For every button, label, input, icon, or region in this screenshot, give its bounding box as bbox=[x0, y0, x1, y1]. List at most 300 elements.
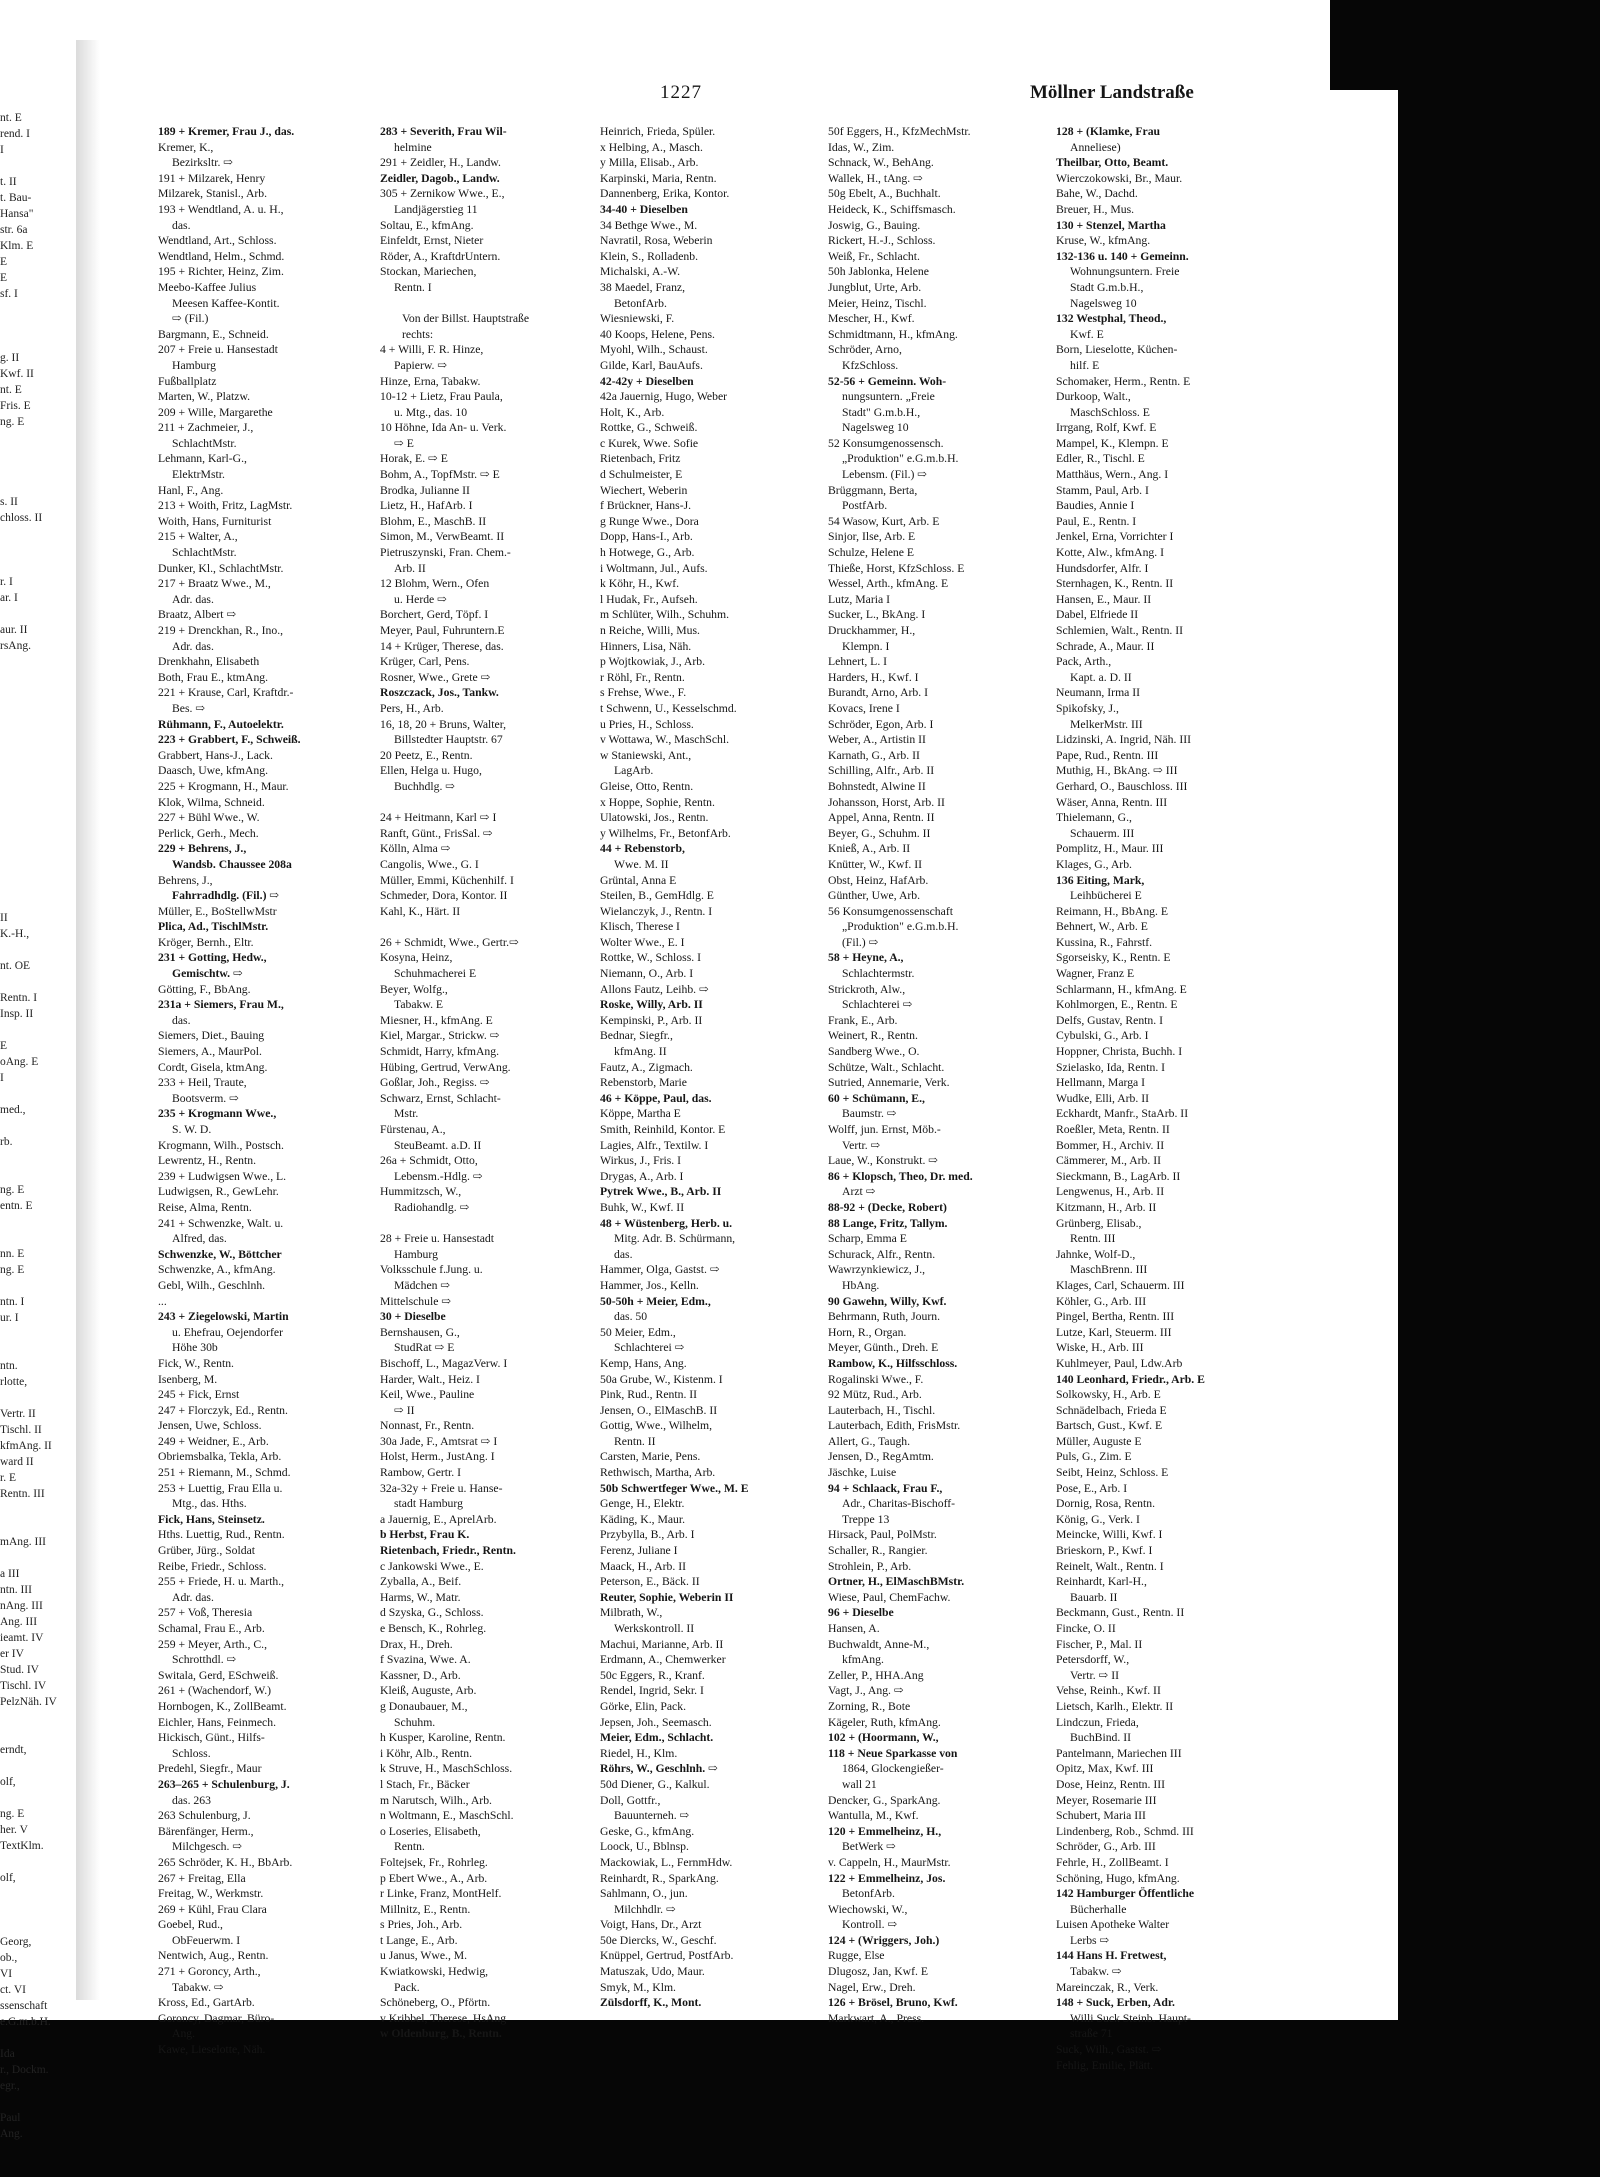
directory-entry: Stadt G.m.b.H., bbox=[1070, 280, 1144, 294]
directory-entry: Siemers, A., MaurPol. bbox=[158, 1045, 262, 1059]
directory-entry: s Pries, Joh., Arb. bbox=[380, 1918, 463, 1932]
directory-entry: 30a Jade, F., Amtsrat ⇨ I bbox=[380, 1434, 498, 1448]
directory-entry: Schütze, Walt., Schlacht. bbox=[828, 1060, 945, 1074]
directory-entry: 50g Ebelt, A., Buchhalt. bbox=[828, 187, 941, 201]
directory-entry: Billstedter Hauptstr. 67 bbox=[394, 733, 503, 747]
facing-page-line bbox=[0, 2094, 40, 2110]
directory-entry: Thielemann, G., bbox=[1056, 811, 1132, 825]
directory-entry: Schlachtermstr. bbox=[842, 967, 915, 981]
directory-entry: Carsten, Marie, Pens. bbox=[600, 1450, 701, 1464]
facing-page-line: VI bbox=[0, 1968, 13, 1980]
directory-entry: Knieß, A., Arb. II bbox=[828, 842, 911, 856]
directory-entry: Fautz, A., Zigmach. bbox=[600, 1060, 693, 1074]
directory-entry: Reinhardt, R., SparkAng. bbox=[600, 1871, 719, 1885]
directory-entry: Bernshausen, G., bbox=[380, 1325, 460, 1339]
directory-entry: Schwenzke, A., kfmAng. bbox=[158, 1263, 276, 1277]
directory-entry: Jenkel, Erna, Vorrichter I bbox=[1056, 530, 1174, 544]
directory-entry: Hansen, E., Maur. II bbox=[1056, 592, 1152, 606]
facing-page-line: Rentn. III bbox=[0, 1488, 45, 1500]
directory-entry: Milbrath, W., bbox=[600, 1606, 663, 1620]
facing-page-line bbox=[0, 1086, 40, 1102]
facing-page-line bbox=[0, 1230, 40, 1246]
directory-entry: Nagelsweg 10 bbox=[842, 421, 909, 435]
directory-entry: Ellen, Helga u. Hugo, bbox=[380, 764, 482, 778]
directory-entry: ⇨ (Fil.) bbox=[172, 312, 209, 326]
facing-page-line: ssenschaft bbox=[0, 2000, 48, 2012]
directory-entry: Joswig, G., Bauing. bbox=[828, 218, 921, 232]
directory-entry: Hübing, Gertrud, VerwAng. bbox=[380, 1060, 511, 1074]
facing-page-line bbox=[0, 542, 40, 558]
directory-entry: Goroncy, Dagmar, Büro- bbox=[158, 2011, 275, 2025]
directory-entry: Przybylla, B., Arb. I bbox=[600, 1528, 695, 1542]
directory-entry: stadt Hamburg bbox=[394, 1497, 463, 1511]
directory-entry: Bauunterneh. ⇨ bbox=[614, 1809, 690, 1823]
directory-entry: Sternhagen, K., Rentn. II bbox=[1056, 577, 1174, 591]
directory-entry: Bauarb. II bbox=[1070, 1590, 1118, 1604]
facing-page-line: r., Dockm. bbox=[0, 2064, 49, 2076]
facing-page-line bbox=[0, 526, 40, 542]
directory-entry: Fehrle, H., ZollBeamt. I bbox=[1056, 1855, 1169, 1869]
directory-entry: ... bbox=[158, 1294, 167, 1308]
facing-page-line: aur. II bbox=[0, 624, 28, 636]
directory-entry: straße 71 bbox=[1070, 2027, 1113, 2041]
directory-entry: Perlick, Gerh., Mech. bbox=[158, 826, 259, 840]
directory-entry: Adr., Charitas-Bischoff- bbox=[842, 1497, 956, 1511]
directory-entry: Wagner, Franz E bbox=[1056, 967, 1135, 981]
directory-entry: Wudke, Elli, Arb. II bbox=[1056, 1091, 1150, 1105]
directory-entry: Rosner, Wwe., Grete ⇨ bbox=[380, 670, 491, 684]
directory-entry: Schwenzke, W., Böttcher bbox=[158, 1247, 282, 1261]
directory-entry: w Staniewski, Ant., bbox=[600, 748, 692, 762]
directory-entry: 92 Mütz, Rud., Arb. bbox=[828, 1388, 922, 1402]
directory-entry: Doll, Gottfr., bbox=[600, 1793, 661, 1807]
directory-entry: Brüggmann, Berta, bbox=[828, 483, 918, 497]
directory-entry: Pantelmann, Mariechen III bbox=[1056, 1746, 1182, 1760]
directory-entry: Bärenfänger, Herm., bbox=[158, 1824, 254, 1838]
facing-page-line bbox=[0, 1726, 40, 1742]
directory-entry: 253 + Luettig, Frau Ella u. bbox=[158, 1481, 283, 1495]
directory-entry: Sgorseisky, K., Rentn. E bbox=[1056, 951, 1171, 965]
directory-entry: Strohlein, P., Arb. bbox=[828, 1559, 912, 1573]
facing-page-line bbox=[0, 782, 40, 798]
facing-page-line: Hansa" bbox=[0, 208, 34, 220]
directory-entry: 136 Eiting, Mark, bbox=[1056, 873, 1145, 887]
directory-entry: SchlachtMstr. bbox=[172, 546, 237, 560]
directory-entry: i Köhr, Alb., Rentn. bbox=[380, 1746, 473, 1760]
directory-entry: Schmidt, Harry, kfmAng. bbox=[380, 1045, 500, 1059]
directory-entry: Harder, Walt., Heiz. I bbox=[380, 1372, 480, 1386]
directory-entry: Kovacs, Irene I bbox=[828, 701, 900, 715]
directory-entry: Spikofsky, J., bbox=[1056, 701, 1119, 715]
directory-entry: Eichler, Hans, Feinmech. bbox=[158, 1715, 276, 1729]
directory-entry: Bommer, H., Archiv. II bbox=[1056, 1138, 1165, 1152]
directory-entry: Mittelschule ⇨ bbox=[380, 1294, 452, 1308]
facing-page-line bbox=[0, 702, 40, 718]
directory-entry: Burandt, Arno, Arb. I bbox=[828, 686, 928, 700]
directory-entry: Gemischtw. ⇨ bbox=[172, 967, 243, 981]
directory-entry: Horak, E. ⇨ E bbox=[380, 452, 448, 466]
directory-entry: Schmeder, Dora, Kontor. II bbox=[380, 889, 508, 903]
directory-entry bbox=[380, 296, 568, 312]
directory-entry: 52 Konsumgenossensch. bbox=[828, 436, 944, 450]
directory-entry: Lietsch, Karlh., Elektr. II bbox=[1056, 1699, 1174, 1713]
directory-entry: a Jauernig, E., AprelArb. bbox=[380, 1512, 497, 1526]
directory-entry: Pietruszynski, Fran. Chem.- bbox=[380, 546, 511, 560]
directory-entry: Petersdorff, W., bbox=[1056, 1653, 1130, 1667]
directory-entry: Thieße, Horst, KfzSchloss. E bbox=[828, 561, 965, 575]
directory-entry: Treppe 13 bbox=[842, 1512, 890, 1526]
directory-entry: Kölln, Alma ⇨ bbox=[380, 842, 451, 856]
directory-entry: 132-136 u. 140 + Gemeinn. bbox=[1056, 249, 1189, 263]
directory-entry: Idas, W., Zim. bbox=[828, 140, 895, 154]
directory-entry: Knütter, W., Kwf. II bbox=[828, 857, 922, 871]
directory-entry: Schlarmann, H., kfmAng. E bbox=[1056, 982, 1187, 996]
directory-entry: nungsuntern. „Freie bbox=[842, 390, 935, 404]
directory-entry: Millnitz, E., Rentn. bbox=[380, 1902, 471, 1916]
directory-entry: 26a + Schmidt, Otto, bbox=[380, 1154, 478, 1168]
directory-entry: Cämmerer, M., Arb. II bbox=[1056, 1154, 1162, 1168]
facing-page-line bbox=[0, 686, 40, 702]
directory-entry: Kleiß, Auguste, Arb. bbox=[380, 1684, 477, 1698]
directory-entry: Irrgang, Rolf, Kwf. E bbox=[1056, 421, 1157, 435]
facing-page-line: chloss. II bbox=[0, 512, 43, 524]
directory-entry: SchlachtMstr. bbox=[172, 436, 237, 450]
directory-entry: Knüppel, Gertrud, PostfArb. bbox=[600, 1949, 734, 1963]
directory-entry: 26 + Schmidt, Wwe., Gertr.⇨ bbox=[380, 935, 519, 949]
directory-entry: Rugge, Else bbox=[828, 1949, 885, 1963]
directory-entry: Edler, R., Tischl. E bbox=[1056, 452, 1145, 466]
directory-entry: Wiechert, Weberin bbox=[600, 483, 688, 497]
directory-entry: Lutz, Maria I bbox=[828, 592, 890, 606]
directory-entry: Dabel, Elfriede II bbox=[1056, 608, 1139, 622]
directory-entry: Bootsverm. ⇨ bbox=[172, 1091, 239, 1105]
directory-entry: Machui, Marianne, Arb. II bbox=[600, 1637, 724, 1651]
directory-entry: Hansen, A. bbox=[828, 1622, 880, 1635]
directory-entry: Schamal, Frau E., Arb. bbox=[158, 1622, 265, 1635]
directory-entry: das. bbox=[172, 1013, 191, 1027]
directory-entry: Lidzinski, A. Ingrid, Näh. III bbox=[1056, 733, 1192, 747]
directory-entry: Gebl, Wilh., Geschlnh. bbox=[158, 1278, 266, 1292]
directory-entry: Cangolis, Wwe., G. I bbox=[380, 857, 479, 871]
directory-entry: Schurack, Alfr., Rentn. bbox=[828, 1247, 936, 1261]
directory-entry: 46 + Köppe, Paul, das. bbox=[600, 1091, 712, 1105]
section-heading: Von der Billst. Hauptstraße bbox=[402, 312, 530, 326]
facing-page-line: rlotte, bbox=[0, 1376, 28, 1388]
directory-entry: Breuer, H., Mus. bbox=[1056, 202, 1135, 216]
directory-entry: Lauterbach, Edith, FrisMstr. bbox=[828, 1419, 961, 1433]
directory-entry: 229 + Behrens, J., bbox=[158, 842, 247, 856]
directory-entry: Mtg., das. Hths. bbox=[172, 1497, 247, 1511]
directory-entry: StudRat ⇨ E bbox=[394, 1341, 455, 1355]
directory-entry: Pytrek Wwe., B., Arb. II bbox=[600, 1185, 722, 1199]
directory-entry: Hoppner, Christa, Buchh. I bbox=[1056, 1045, 1183, 1059]
facing-page-line bbox=[0, 1758, 40, 1774]
directory-entry: Kawe, Lieselotte, Näh. bbox=[158, 2043, 266, 2057]
directory-entry: Meincke, Willi, Kwf. I bbox=[1056, 1528, 1163, 1542]
directory-entry: Switala, Gerd, ESchweiß. bbox=[158, 1668, 279, 1682]
directory-entry: Kemp, Hans, Ang. bbox=[600, 1356, 687, 1370]
directory-entry: 245 + Fick, Ernst bbox=[158, 1388, 240, 1402]
directory-entry: Fick, Hans, Steinsetz. bbox=[158, 1512, 265, 1526]
facing-page-fragment bbox=[0, 110, 57, 2140]
facing-page-line bbox=[0, 862, 40, 878]
facing-page-line bbox=[0, 846, 40, 862]
directory-entry: 128 + (Klamke, Frau bbox=[1056, 125, 1161, 138]
facing-page-line: Ida bbox=[0, 2048, 15, 2060]
directory-entry: h Kusper, Karoline, Rentn. bbox=[380, 1731, 506, 1745]
directory-entry: Schlemien, Walt., Rentn. II bbox=[1056, 624, 1184, 637]
directory-entry: Görke, Elin, Pack. bbox=[600, 1699, 687, 1713]
directory-entry: Rentn. bbox=[394, 1840, 425, 1854]
directory-entry: Isenberg, M. bbox=[158, 1372, 218, 1386]
directory-entry: Woith, Hans, Furniturist bbox=[158, 514, 272, 528]
directory-entry: Wolter Wwe., E. I bbox=[600, 935, 685, 949]
directory-entry: Rambow, Gertr. I bbox=[380, 1466, 462, 1480]
directory-entry: 263–265 + Schulenburg, J. bbox=[158, 1777, 290, 1791]
directory-entry: 251 + Riemann, M., Schmd. bbox=[158, 1466, 291, 1480]
directory-entry: 213 + Woith, Fritz, LagMstr. bbox=[158, 499, 293, 513]
directory-entry: n Reiche, Willi, Mus. bbox=[600, 624, 700, 637]
directory-entry: Hundsdorfer, Alfr. I bbox=[1056, 561, 1149, 575]
running-head: Möllner Landstraße bbox=[1030, 82, 1194, 103]
directory-entry: Buchwaldt, Anne-M., bbox=[828, 1637, 930, 1651]
directory-entry: Leihbücherei E bbox=[1070, 889, 1142, 903]
directory-column-2 bbox=[380, 124, 568, 2041]
directory-entry: Hirsack, Paul, PolMstr. bbox=[828, 1528, 937, 1542]
section-heading: rechts: bbox=[402, 327, 434, 341]
directory-entry: Bücherhalle bbox=[1070, 1902, 1127, 1916]
directory-entry: Dencker, G., SparkAng. bbox=[828, 1793, 941, 1807]
directory-entry: Günther, Uwe, Arb. bbox=[828, 889, 921, 903]
facing-page-line: oAng. E bbox=[0, 1056, 39, 1068]
directory-entry: Scharp, Emma E bbox=[828, 1232, 907, 1246]
directory-entry: Sucker, L., BkAng. I bbox=[828, 608, 926, 622]
directory-entry: Allert, G., Taugh. bbox=[828, 1434, 911, 1448]
directory-entry: Drygas, A., Arb. I bbox=[600, 1169, 684, 1183]
facing-page-line bbox=[0, 158, 40, 174]
directory-entry: Schröder, Arno, bbox=[828, 343, 902, 357]
directory-entry: 130 + Stenzel, Martha bbox=[1056, 218, 1166, 232]
directory-entry: Kiel, Margar., Strickw. ⇨ bbox=[380, 1029, 500, 1043]
directory-entry: f Svazina, Wwe. A. bbox=[380, 1653, 471, 1667]
directory-entry: Adr. das. bbox=[172, 639, 214, 653]
directory-entry: Ludwigsen, R., GewLehr. bbox=[158, 1185, 279, 1199]
directory-entry: 30 + Dieselbe bbox=[380, 1310, 446, 1324]
facing-page-line: E bbox=[0, 1040, 8, 1052]
facing-page-line: ng. E bbox=[0, 1264, 25, 1276]
facing-page-line: her. V bbox=[0, 1824, 28, 1836]
facing-page-line bbox=[0, 1710, 40, 1726]
directory-entry: u. Ehefrau, Oejendorfer bbox=[172, 1325, 283, 1339]
directory-entry: l Stach, Fr., Bäcker bbox=[380, 1777, 470, 1791]
directory-entry: 50-50h + Meier, Edm., bbox=[600, 1294, 711, 1308]
directory-entry: Roske, Willy, Arb. II bbox=[600, 998, 703, 1012]
directory-entry: 118 + Neue Sparkasse von bbox=[828, 1746, 958, 1760]
directory-entry: Durkoop, Walt., bbox=[1056, 390, 1131, 404]
directory-entry: Lerbs ⇨ bbox=[1070, 1933, 1110, 1947]
directory-entry: Obst, Heinz, HafArb. bbox=[828, 873, 929, 887]
directory-entry: 195 + Richter, Heinz, Zim. bbox=[158, 265, 284, 279]
directory-entry: c Jankowski Wwe., E. bbox=[380, 1559, 484, 1573]
directory-entry: r Linke, Franz, MontHelf. bbox=[380, 1887, 502, 1901]
directory-entry: Heideck, K., Schiffsmasch. bbox=[828, 202, 956, 216]
directory-entry: Zyballa, A., Beif. bbox=[380, 1575, 462, 1589]
facing-page-line: Paul bbox=[0, 2112, 21, 2124]
directory-entry: 50e Diercks, W., Geschf. bbox=[600, 1933, 717, 1947]
facing-page-line: nn. E bbox=[0, 1248, 25, 1260]
directory-entry: Kruse, W., kfmAng. bbox=[1056, 234, 1151, 248]
directory-entry bbox=[380, 795, 568, 811]
facing-page-line: g. II bbox=[0, 352, 20, 364]
directory-entry: 148 + Suck, Erben, Adr. bbox=[1056, 1996, 1175, 2010]
directory-entry: v Kribbel, Therese, HsAng bbox=[380, 2011, 507, 2025]
directory-entry: 142 Hamburger Öffentliche bbox=[1056, 1887, 1195, 1901]
facing-page-line bbox=[0, 1918, 40, 1934]
directory-entry: Anneliese) bbox=[1070, 140, 1121, 154]
directory-entry: Jahnke, Wolf-D., bbox=[1056, 1247, 1136, 1261]
directory-entry: Baudies, Annie I bbox=[1056, 499, 1135, 513]
directory-entry: 102 + (Hoormann, W., bbox=[828, 1731, 939, 1745]
directory-entry: Grabbert, Hans-J., Lack. bbox=[158, 748, 273, 762]
directory-entry: Kapt. a. D. II bbox=[1070, 670, 1132, 684]
directory-entry: Lehnert, L. I bbox=[828, 655, 888, 669]
directory-entry: Schnack, W., BehAng. bbox=[828, 156, 934, 170]
directory-entry: Kuhlmeyer, Paul, Ldw.Arb bbox=[1056, 1356, 1183, 1370]
facing-page-line: I bbox=[0, 144, 4, 156]
directory-entry: Hammer, Olga, Gastst. ⇨ bbox=[600, 1263, 720, 1277]
facing-page-line: mAng. III bbox=[0, 1536, 46, 1548]
directory-entry: Rentn. I bbox=[394, 280, 432, 294]
facing-page-line: ward II bbox=[0, 1456, 34, 1468]
directory-entry: Vagt, J., Ang. ⇨ bbox=[828, 1684, 904, 1698]
facing-page-line: a III bbox=[0, 1568, 20, 1580]
directory-entry: 28 + Freie u. Hansestadt bbox=[380, 1232, 495, 1246]
directory-entry: 122 + Emmelheinz, Jos. bbox=[828, 1871, 946, 1885]
facing-page-line: nAng. III bbox=[0, 1600, 43, 1612]
directory-entry: 219 + Drenckhan, R., Ino., bbox=[158, 624, 284, 637]
directory-entry: Jungblut, Urte, Arb. bbox=[828, 280, 922, 294]
facing-page-line: Stud. IV bbox=[0, 1664, 39, 1676]
directory-entry: Reimann, H., BbAng. E bbox=[1056, 904, 1168, 918]
directory-entry: 48 + Wüstenberg, Herb. u. bbox=[600, 1216, 733, 1230]
directory-entry: ⇨ II bbox=[394, 1403, 415, 1417]
directory-entry: Rottke, W., Schloss. I bbox=[600, 951, 701, 965]
facing-page-line: olf, bbox=[0, 1872, 16, 1884]
directory-entry: „Produktion" e.G.m.b.H. bbox=[842, 920, 959, 934]
directory-entry: Weiß, Fr., Schlacht. bbox=[828, 249, 920, 263]
directory-entry: 305 + Zernikow Wwe., E., bbox=[380, 187, 505, 201]
facing-page-line bbox=[0, 1902, 40, 1918]
directory-entry: Adr. das. bbox=[172, 1590, 214, 1604]
directory-entry: Frank, E., Arb. bbox=[828, 1013, 898, 1027]
directory-entry: 231 + Gotting, Hedw., bbox=[158, 951, 267, 965]
directory-entry: Kempinski, P., Arb. II bbox=[600, 1013, 703, 1027]
facing-page-line: ntn. bbox=[0, 1360, 18, 1372]
directory-entry: Rühmann, F., Autoelektr. bbox=[158, 717, 284, 731]
directory-entry: f Brückner, Hans-J. bbox=[600, 499, 692, 513]
directory-entry: (Fil.) ⇨ bbox=[842, 935, 879, 949]
directory-entry: Mädchen ⇨ bbox=[394, 1278, 451, 1292]
directory-entry: Hinners, Lisa, Näh. bbox=[600, 639, 692, 653]
directory-entry: Hanl, F., Ang. bbox=[158, 483, 224, 497]
directory-entry: Milchgesch. ⇨ bbox=[172, 1840, 243, 1854]
facing-page-line: er IV bbox=[0, 1648, 24, 1660]
directory-entry: Rietenbach, Friedr., Rentn. bbox=[380, 1544, 516, 1558]
facing-page-line: ng. E bbox=[0, 416, 25, 428]
directory-entry: 257 + Voß, Theresia bbox=[158, 1606, 253, 1620]
directory-entry: i Woltmann, Jul., Aufs. bbox=[600, 561, 708, 575]
directory-entry: Voigt, Hans, Dr., Arzt bbox=[600, 1918, 702, 1932]
directory-entry: l Hudak, Fr., Aufseh. bbox=[600, 592, 698, 606]
directory-entry: Milzarek, Stanisl., Arb. bbox=[158, 187, 268, 201]
directory-entry: PostfArb. bbox=[842, 499, 888, 513]
directory-entry: Pack, Arth., bbox=[1056, 655, 1112, 669]
directory-entry: Dose, Heinz, Rentn. III bbox=[1056, 1777, 1166, 1791]
directory-entry: Klages, Carl, Schauerm. III bbox=[1056, 1278, 1185, 1292]
directory-entry: Klisch, Therese I bbox=[600, 920, 680, 934]
directory-entry: m Schlüter, Wilh., Schuhm. bbox=[600, 608, 730, 622]
directory-entry: 38 Maedel, Franz, bbox=[600, 280, 686, 294]
directory-entry: Grünberg, Elisab., bbox=[1056, 1216, 1142, 1230]
directory-entry: u. Mtg., das. 10 bbox=[394, 405, 468, 419]
directory-entry: Grüber, Jürg., Soldat bbox=[158, 1544, 256, 1558]
facing-page-line bbox=[0, 1150, 40, 1166]
directory-entry: 227 + Bühl Wwe., W. bbox=[158, 811, 260, 825]
directory-entry: Bargmann, E., Schneid. bbox=[158, 327, 269, 341]
directory-entry: Zülsdorff, K., Mont. bbox=[600, 1996, 702, 2010]
directory-entry: 96 + Dieselbe bbox=[828, 1606, 894, 1620]
directory-entry: Rendel, Ingrid, Sekr. I bbox=[600, 1684, 704, 1698]
directory-entry: Kohlmorgen, E., Rentn. E bbox=[1056, 998, 1178, 1012]
directory-entry: Mitg. Adr. B. Schürmann, bbox=[614, 1232, 736, 1246]
directory-entry: Soltau, E., kfmAng. bbox=[380, 218, 474, 232]
directory-column-1 bbox=[158, 124, 346, 2057]
directory-entry: Mackowiak, L., FernmHdw. bbox=[600, 1855, 733, 1869]
directory-entry: Schauerm. III bbox=[1070, 826, 1135, 840]
directory-entry: 50f Eggers, H., KfzMechMstr. bbox=[828, 125, 971, 138]
directory-entry: Schuhmacherei E bbox=[394, 967, 477, 981]
directory-entry: Kontroll. ⇨ bbox=[842, 1918, 898, 1932]
directory-entry: 243 + Ziegelowski, Martin bbox=[158, 1310, 289, 1324]
directory-entry: 267 + Freitag, Ella bbox=[158, 1871, 246, 1885]
facing-page-gutter bbox=[76, 40, 100, 2000]
directory-entry: Schrade, A., Maur. II bbox=[1056, 639, 1155, 653]
directory-entry: Schlachterei ⇨ bbox=[842, 998, 913, 1012]
directory-entry: Stockan, Mariechen, bbox=[380, 265, 477, 279]
directory-entry: Hinze, Erna, Tabakw. bbox=[380, 374, 481, 388]
directory-entry: p Ebert Wwe., A., Arb. bbox=[380, 1871, 488, 1885]
facing-page-line bbox=[0, 670, 40, 686]
directory-entry: Käding, K., Maur. bbox=[600, 1512, 686, 1526]
directory-entry: 44 + Rebenstorb, bbox=[600, 842, 685, 856]
facing-page-line: E bbox=[0, 256, 8, 268]
directory-entry: SteuBeamt. a.D. II bbox=[394, 1138, 482, 1152]
directory-entry: Schloss. bbox=[172, 1746, 211, 1760]
directory-entry: Maack, H., Arb. II bbox=[600, 1559, 687, 1573]
directory-entry: Krogmann, Wilh., Postsch. bbox=[158, 1138, 284, 1152]
directory-entry: 12 Blohm, Wern., Ofen bbox=[380, 577, 490, 591]
facing-page-line: E bbox=[0, 272, 8, 284]
directory-entry: Röder, A., KraftdrUntern. bbox=[380, 249, 501, 263]
directory-entry: Schröder, G., Arb. III bbox=[1056, 1840, 1156, 1854]
directory-entry: Fick, W., Rentn. bbox=[158, 1356, 234, 1370]
directory-entry: Schomaker, Herm., Rentn. E bbox=[1056, 374, 1191, 388]
directory-entry: Peterson, E., Bäck. II bbox=[600, 1575, 700, 1589]
directory-entry: Gleise, Otto, Rentn. bbox=[600, 779, 694, 793]
directory-entry: Johansson, Horst, Arb. II bbox=[828, 795, 945, 809]
directory-entry: Wwe. M. II bbox=[614, 857, 669, 871]
directory-entry: Zeller, P., HHA.Ang bbox=[828, 1668, 924, 1682]
